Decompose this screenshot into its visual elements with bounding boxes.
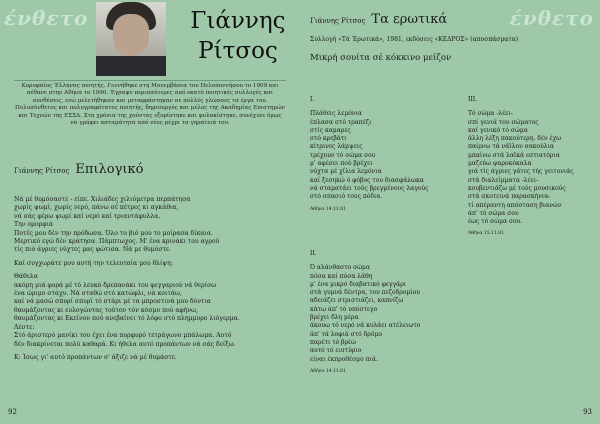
poem-section-1 (310, 96, 480, 214)
poem-line: τί απέραντη απόσταση βιανών (468, 201, 562, 209)
poem-line: κουβεντιάζω μέ τούς μουσικούς (468, 184, 566, 192)
poem-line: τρέχουν τό σώμα σου (310, 151, 376, 159)
poem-line: στό σπασιό τους πόδια. (310, 193, 383, 201)
poem-line: Νά μέ θυμόσαστε - είπε. Χιλιάδες χιλιόμετρα περπάτησα (14, 196, 191, 203)
poem-line: θαυμάζοντας κι ευλογώντας τούτον τόν κόσμο πού αφήνω, (14, 306, 199, 314)
poem-line: άκουω τό νερό νά κυλάει ατέλειωτο (310, 322, 421, 330)
poem-line: βρέχει δλη μέρα (310, 314, 359, 322)
poem-line: Την ομορφιά (14, 221, 54, 229)
poem-section-2 (310, 250, 480, 376)
poem-section-3 (468, 96, 596, 239)
poem-line: νύχτα μέ χίλια λεμόνια (310, 168, 382, 176)
poem-line: θαυμάζοντας κι Εκείνον πού ανεβαίνει τό λόφο στό πλημμυρο λιόγερμα. (14, 315, 240, 323)
poet-bio: Κορυφαίος Έλληνας ποιητής. Γεννήθηκε στη Μονεμβάσια του Πελοποννήσου το 1909 και πέθανε στην Αθήνα το 1990. Έγραψε περισσότερες από εκατό ποιητικές συλλογές και συνθέσεις, ενώ μελετήθηκαν και μεταφράστηκαν σε πολλές γλώσσες τα έργα του. Πολυσύνθετος και πολυγραφότατος ποιητής, δημιουργός και μέλος της Ακαδημίας Επιστημών και Τεχνών της ΕΣΣΔ. Στα χρόνια της χούντας εξορίστηκε και φυλακίστηκε, συνέχισε όμως να γράφει ασταμάτητα από νέος μέχρι τα γηρατειά του. (14, 80, 286, 127)
poem-line: Λέστε: (14, 323, 35, 331)
poem-line: στά σκοτεινά παρασκήνια- (468, 193, 551, 201)
poem-line: κάτω άπ' τό υπόστεγο (310, 305, 378, 313)
section-number: I. (310, 96, 315, 103)
poem-title: Επιλογικό (75, 162, 144, 177)
poem-line: γιά τίς άγριες γάτες τής γειτονιάς (468, 168, 574, 176)
poem-line: μ' αφέσει πού βρέχει (310, 160, 373, 168)
poem-line: Καί συγχωράτε μου αυτή την τελευταία μου θλίψη: (14, 259, 173, 267)
poem-line: παρέτι τό βρέω (310, 338, 357, 346)
right-page (300, 0, 600, 424)
poem-line: παίρνω τά νάϊλον σακούλια (468, 143, 554, 151)
section-number: II. (310, 250, 317, 257)
poem-line: στά διαλείμματα -λέει- (468, 176, 539, 184)
poem-line: μαζεύω ψαροκόκαλα (468, 160, 532, 168)
poem-line: νά σταματάει τούς βρεγμένους λαγούς (310, 184, 429, 192)
poem-line: Πλάθεις λεμόνια (310, 110, 362, 118)
poem-line: έως τό σώμα σου. (468, 218, 523, 226)
poem-line: έπλασα στό τραπέζι (310, 118, 372, 126)
poem-line: στίς καμαρες (310, 126, 351, 134)
poem-line: Μερτικό εγώ δέν κράτησα. Πάμπτωχος. Μ' ένα κρινάκι του αγρού (14, 238, 220, 246)
page-number: 93 (583, 408, 592, 416)
poem-title: Τα ερωτικά (371, 12, 448, 27)
poem-line: μ' ένα μικρό διαβατικό φεγγάρι (310, 280, 407, 288)
poem-heading (14, 162, 143, 177)
poem-line: καί ξεσηκώ ό φόβος του διασφάλωκα (310, 176, 424, 184)
poem-line: άπ' τά λοφιά στό δρόμο (310, 330, 382, 338)
poem-line: αδειάζει στριστιάζει, καπνίζω (310, 297, 404, 305)
poem-line: σπί γενιά του σώματος (468, 118, 539, 126)
poem-line: Κ: Ίσως γι' αυτό προπάντων σ' άξιζε νά μέ θυμάστε. (14, 353, 177, 361)
section-number: III. (468, 96, 478, 103)
poem-line: άλλη λέξη πακούτερη. δέν έχω (468, 135, 562, 143)
poem-line: πόσα καί πόσα λάθη (310, 272, 373, 280)
poem-line: ακόμη μιά φορά μέ τό λευκό δρεπανάκι του φεγγαριού νά θερίσω (14, 281, 217, 289)
poem-author: Γιάννης Ρίτσος (310, 17, 366, 25)
poem-line: είναι έκπροθέσμο πιά. (310, 355, 378, 363)
poem-line: στά γυμνά δέντρα, του πεζοδρομίου (310, 289, 420, 297)
poem-line: αυτό τό ειστύριο (310, 347, 362, 355)
poem-heading (310, 12, 447, 27)
page-number: 92 (8, 408, 17, 416)
poem-author: Γιάννης Ρίτσος (14, 167, 70, 175)
poem-line: Στό άριστερό μανίκι του έχει ένα πορφυρό τετράγωνο μπάλωμα. Αυτό (14, 332, 232, 340)
poem-line: μπαίνω στά λαϊκά εστιατόρια (468, 151, 560, 159)
poem-line: καί νά μασώ σπυρί σπυρί τό στάρι μέ τα μπροστινά μου δόντια (14, 298, 211, 306)
section-date: Αθήνα 14.11.81 (310, 368, 346, 374)
poem-stanza (14, 273, 290, 349)
poem-line: άπ' τό σώμα σου (468, 209, 519, 217)
section-date: Αθήνα 15.11.81 (468, 231, 504, 237)
poem-line: στό κρεβάτι (310, 135, 347, 143)
poem-stanza (14, 196, 290, 255)
brand-watermark: ένθετο (509, 6, 594, 30)
poet-portrait (96, 2, 166, 76)
poem-line: ένα ώριμο στάχυ. Νά σταθώ στό κατώφλι, νά κοιτάω, (14, 290, 182, 298)
poet-name: Γιάννης Ρίτσος (190, 8, 286, 64)
poem-line: τίς πιό άγριες νύχτες μας φώτισα. Νά με θυμόστε. (14, 246, 171, 254)
poem-line: χωρίς ψωμί, χωρίς νερό, πάνω σέ πέτρες κι αγκάθια, (14, 204, 179, 212)
collection-info: Συλλογή «Τά Έρωτικά», 1981, εκδόσεις «ΚΕΔΡΟΣ» (αποσπάσματα) (310, 36, 519, 43)
suite-title: Μικρή σουίτα σέ κόκκινο μείζον (310, 53, 452, 63)
section-date: Αθήνα 14.11.81 (310, 206, 346, 212)
poem-line: Τό σώμα -λέει- (468, 110, 513, 118)
poem-line: Ποτές μου δέν την πρόδωσα. Όλο το βιό μου το μοίρασα δίκαια. (14, 229, 213, 237)
poem-line: καί γενικό τό σώμα (468, 126, 528, 134)
poem-line: Θάθελα (14, 273, 38, 281)
poem-body (14, 196, 290, 367)
poem-stanza (14, 354, 290, 362)
brand-watermark: ένθετο (4, 6, 89, 30)
poem-line: νά σάς φέρω ψωμί καί νερό καί τριαντάφυλλα. (14, 212, 161, 220)
poem-line: δέν διακρίνεται πολύ καθαρά. Κι ήθελα αυτό προπάντων νά σάς δείξω. (14, 340, 236, 348)
poem-line: κίτρινες λάμψεις (310, 143, 363, 151)
poem-line: Ό αλάνθαστο σώμα (310, 264, 371, 272)
poem-stanza (14, 260, 290, 268)
